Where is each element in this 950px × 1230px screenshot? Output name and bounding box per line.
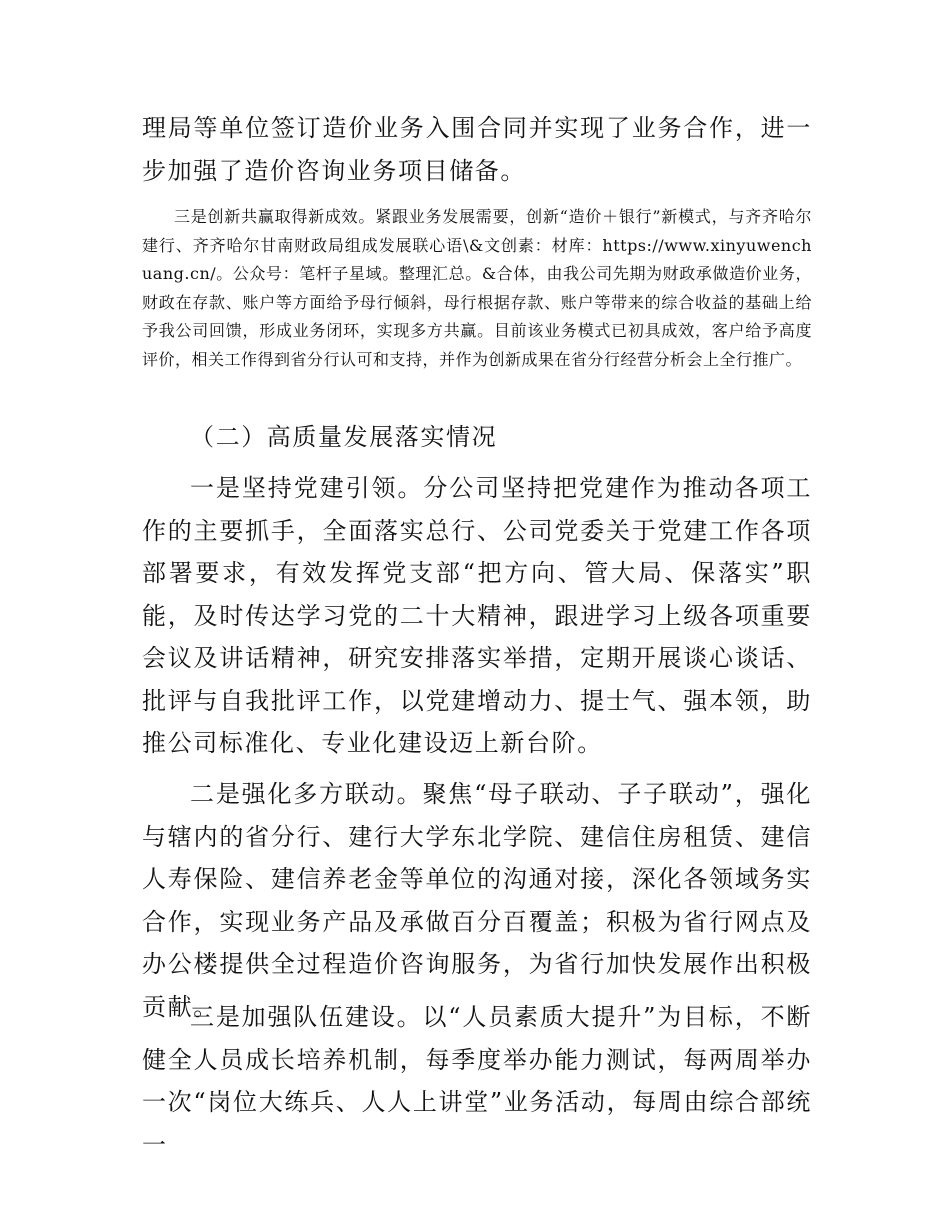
paragraph-continued: 理局等单位签订造价业务入围合同并实现了业务合作，进一步加强了造价咨询业务项目储备。 (142, 114, 812, 185)
paragraph-innovation: 三是创新共赢取得新成效。紧跟业务发展需要，创新“造价＋银行”新模式，与齐齐哈尔建行、齐齐哈尔甘南财政局组成发展联心语\&文创素：材库：https://www.xinyuwenchuang.cn/。公众号：笔杆子星域。整理汇总。&合体，由我公司先期为财政承做造价业务，财政在存款、账户等方面给予母行倾斜，母行根据存款、账户等带来的综合收益的基础上给予我公司回馈，形成业务闭环，实现多方共赢。目前该业务模式已初具成效，客户给予高度评价，相关工作得到省分行认可和支持，并作为创新成果在省分行经营分析会上全行推广。 (142, 207, 812, 369)
paragraph-multi-linkage: 二是强化多方联动。聚焦“母子联动、子子联动”，强化与辖内的省分行、建行大学东北学院、建信住房租赁、建信人寿保险、建信养老金等单位的沟通对接，深化各领域务实合作，实现业务产品及承做百分百覆盖；积极为省行网点及办公楼提供全过程造价咨询服务，为省行加快发展作出积极贡献。 (142, 780, 812, 1021)
paragraph-party-building: 一是坚持党建引领。分公司坚持把党建作为推动各项工作的主要抓手，全面落实总行、公司党委关于党建工作各项部署要求，有效发挥党支部“把方向、管大局、保落实”职能，及时传达学习党的二十大精神，跟进学习上级各项重要会议及讲话精神，研究安排落实举措，定期开展谈心谈话、批评与自我批评工作，以党建增动力、提士气、强本领，助推公司标准化、专业化建设迈上新台阶。 (142, 474, 812, 757)
paragraph-team-building: 三是加强队伍建设。以“人员素质大提升”为目标，不断健全人员成长培养机制，每季度举办能力测试，每两周举办一次“岗位大练兵、人人上讲堂”业务活动，每周由综合部统一 (142, 1003, 812, 1159)
section-heading: （二）高质量发展落实情况 (190, 423, 498, 451)
